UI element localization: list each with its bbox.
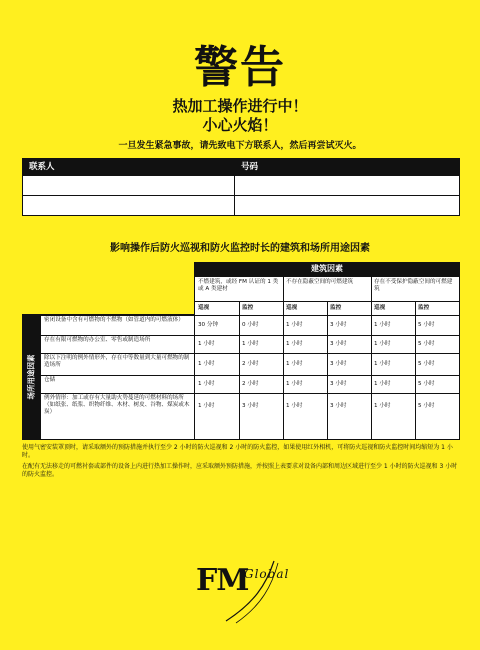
- contact-table-header: [23, 159, 459, 175]
- duration-cell: 3 小时: [330, 361, 347, 367]
- occupancy-factors-side-label: [22, 314, 40, 440]
- note-2: 在配有无法移走的可燃衬套或部件的设备上内进行热加工操作时，应采取额外预防措施，并按照上表要求对设备内部和周边区域进行至少 1 小时的防火巡视和 3 小时的防火监控。: [22, 463, 458, 478]
- duration-cell: 3 小时: [330, 341, 347, 347]
- duration-cell: 1 小时: [198, 403, 215, 409]
- contact-row: [23, 195, 459, 215]
- logo-fm-text: FM: [196, 563, 249, 598]
- factors-heading: 影响操作后防火巡视和防火监控时长的建筑和场所用途因素: [110, 243, 370, 254]
- duration-cell: 1 小时: [286, 403, 303, 409]
- row-divider: [41, 353, 195, 354]
- column-divider: [371, 277, 372, 439]
- duration-cell: 1 小时: [198, 381, 215, 387]
- duration-cell: 3 小时: [330, 403, 347, 409]
- sub-header-cell: 监控: [330, 305, 342, 311]
- building-factors-header: 建筑因素: [194, 262, 460, 276]
- contact-number-cell[interactable]: [235, 196, 459, 215]
- note-1: 使用气密安装罩顶时，请采取额外的预防措施并执行至少 2 小时的防火巡视和 2 小时的防火监控，如果使用红外相机，可将防火巡视和防火监控时间均缩短为 1 小时。: [22, 444, 453, 459]
- duration-cell: 1 小时: [374, 341, 391, 347]
- duration-cell: 5 小时: [418, 322, 435, 328]
- duration-cell: 2 小时: [242, 361, 259, 367]
- duration-cell: 1 小时: [374, 381, 391, 387]
- duration-cell: 1 小时: [242, 341, 259, 347]
- row-divider: [41, 315, 195, 316]
- duration-cell: 1 小时: [374, 403, 391, 409]
- occupancy-row-label: 除以下注明的例外情形外，存在中等数量到大量可燃物的制造场所: [44, 355, 190, 368]
- occupancy-row-label: 仓储: [44, 377, 56, 383]
- sub-header-cell: 监控: [418, 305, 430, 311]
- contact-person-cell[interactable]: [23, 196, 235, 215]
- sub-header-cell: 巡视: [374, 305, 386, 311]
- building-factor-group: 不燃建筑，或经 FM 认证的 1 类或 A 类建材: [198, 279, 279, 292]
- row-divider: [41, 393, 195, 394]
- duration-cell: 1 小时: [198, 361, 215, 367]
- duration-cell: 3 小时: [242, 403, 259, 409]
- duration-cell: 5 小时: [418, 381, 435, 387]
- duration-cell: 1 小时: [198, 341, 215, 347]
- sub-header-cell: 巡视: [198, 305, 210, 311]
- occupancy-column: [40, 314, 194, 440]
- sub-header-cell: 巡视: [286, 305, 298, 311]
- duration-cell: 0 小时: [242, 322, 259, 328]
- building-factor-group: 存在不受保护隐蔽空间的可燃建筑: [374, 279, 453, 292]
- fm-global-logo: [196, 555, 306, 625]
- duration-cell: 2 小时: [242, 381, 259, 387]
- subtitle-caution: 小心火焰！: [202, 116, 278, 134]
- sub-header-cell: 监控: [242, 305, 254, 311]
- occupancy-row-label: 存在有限可燃物的办公室、零售或制造场所: [44, 337, 151, 343]
- building-factor-group: 不存在隐蔽空间的可燃建筑: [286, 279, 354, 285]
- row-divider: [41, 335, 195, 336]
- emergency-instruction: 一旦发生紧急事故，请先致电下方联系人，然后再尝试灭火。: [118, 141, 362, 151]
- column-divider: [415, 301, 416, 439]
- factors-grid: [194, 276, 460, 440]
- factors-table: [22, 262, 460, 440]
- page-title: 警告: [194, 42, 286, 93]
- duration-cell: 1 小时: [286, 322, 303, 328]
- contact-person-cell[interactable]: [23, 176, 235, 195]
- row-divider: [41, 375, 195, 376]
- duration-cell: 1 小时: [286, 381, 303, 387]
- contact-row: [23, 175, 459, 195]
- contact-header-person: 联系人: [23, 159, 235, 175]
- occupancy-row-label: 例外情形：加工或存有大量助火势蔓延的可燃材料的场所（如纸张、纸浆、织物纤维、木材、树皮、谷物、煤炭或木炭）: [44, 395, 190, 415]
- duration-cell: 5 小时: [418, 403, 435, 409]
- duration-cell: 5 小时: [418, 341, 435, 347]
- duration-cell: 1 小时: [286, 341, 303, 347]
- occupancy-factors-label: 场所用途因素: [26, 354, 36, 400]
- duration-cell: 3 小时: [330, 381, 347, 387]
- contact-table: [22, 158, 460, 216]
- occupancy-row-label: 密闭设备中含有可燃物的不燃物（如管道内的可燃液体）: [44, 317, 184, 323]
- column-divider: [327, 301, 328, 439]
- duration-cell: 3 小时: [330, 322, 347, 328]
- column-divider: [283, 277, 284, 439]
- contact-number-cell[interactable]: [235, 176, 459, 195]
- contact-header-number: 号码: [241, 162, 259, 172]
- duration-cell: 5 小时: [418, 361, 435, 367]
- duration-cell: 1 小时: [374, 322, 391, 328]
- duration-cell: 30 分钟: [198, 322, 219, 328]
- subtitle-hot-work: 热加工操作进行中！: [172, 97, 308, 115]
- duration-cell: 1 小时: [374, 361, 391, 367]
- duration-cell: 1 小时: [286, 361, 303, 367]
- column-divider: [239, 301, 240, 439]
- logo-global-text: Global: [244, 567, 290, 581]
